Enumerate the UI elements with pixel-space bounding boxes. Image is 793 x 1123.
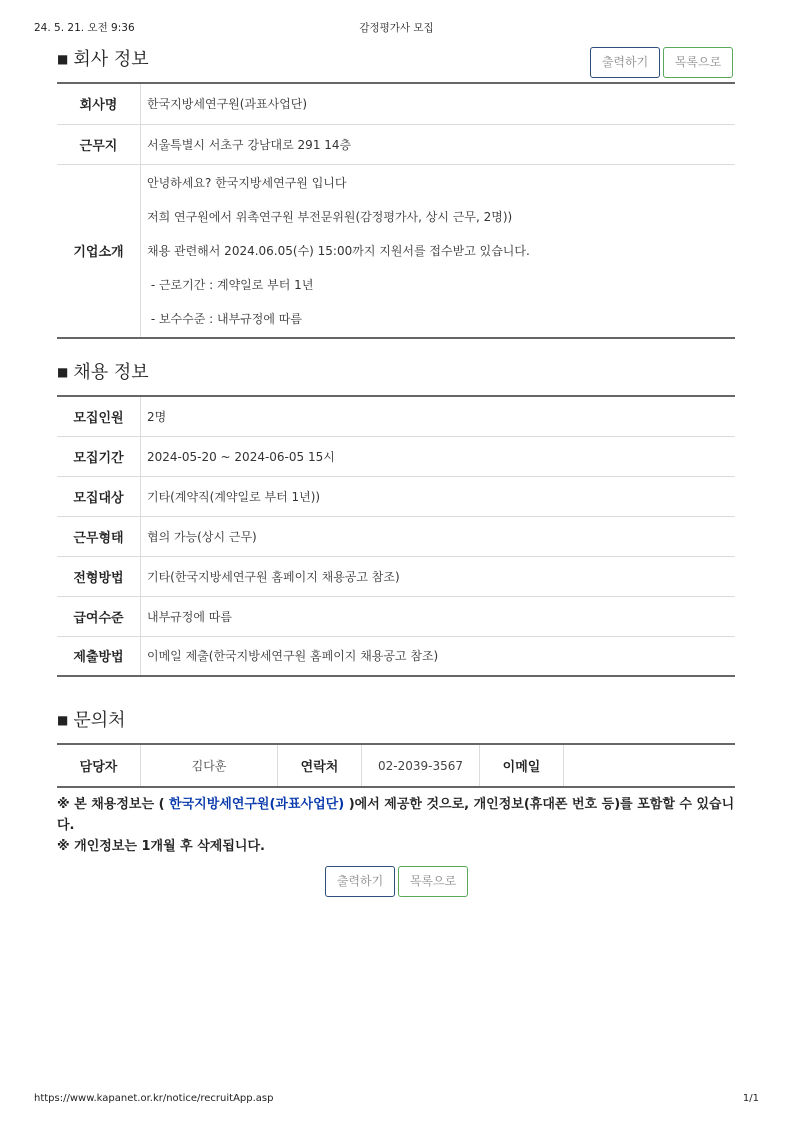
selection-method-value: 기타(한국지방세연구원 홈페이지 채용공고 참조) xyxy=(141,556,736,596)
company-info-table xyxy=(57,82,735,339)
list-button-top[interactable]: 목록으로 xyxy=(663,47,733,78)
company-name-value: 한국지방세연구원(과표사업단) xyxy=(141,83,736,124)
intro-row xyxy=(57,164,735,338)
notice-company-name: 한국지방세연구원(과표사업단) xyxy=(169,797,345,812)
table-row xyxy=(57,556,735,596)
recruit-period-value: 2024-05-20 ~ 2024-06-05 15시 xyxy=(141,436,736,476)
intro-label: 기업소개 xyxy=(57,164,141,338)
manager-value: 김다훈 xyxy=(141,744,278,787)
work-type-label: 근무형태 xyxy=(57,516,141,556)
print-button-bottom[interactable]: 출력하기 xyxy=(325,866,395,897)
selection-method-label: 전형방법 xyxy=(57,556,141,596)
section-title-recruit xyxy=(57,359,149,385)
location-value: 서울특별시 서초구 강남대로 291 14층 xyxy=(141,124,736,164)
square-bullet-icon: ■ xyxy=(57,713,69,727)
contact-row xyxy=(57,744,735,787)
section-title-contact-text: 문의처 xyxy=(73,710,126,731)
table-row xyxy=(57,596,735,636)
privacy-notice xyxy=(57,794,737,857)
square-bullet-icon: ■ xyxy=(57,365,69,379)
phone-value: 02-2039-3567 xyxy=(362,744,480,787)
email-value xyxy=(564,744,736,787)
work-type-value: 협의 가능(상시 근무) xyxy=(141,516,736,556)
recruit-count-value: 2명 xyxy=(141,396,736,436)
table-row xyxy=(57,636,735,676)
location-label: 근무지 xyxy=(57,124,141,164)
notice-line-2: ※ 개인정보는 1개월 후 삭제됩니다. xyxy=(57,839,265,854)
company-name-row xyxy=(57,83,735,124)
submission-method-value: 이메일 제출(한국지방세연구원 홈페이지 채용공고 참조) xyxy=(147,649,439,664)
location-row xyxy=(57,124,735,164)
contact-table xyxy=(57,743,735,788)
intro-line: 저희 연구원에서 위촉연구원 부전문위원(감정평가사, 상시 근무, 2명)) xyxy=(147,209,513,224)
submission-method-label: 제출방법 xyxy=(57,636,141,676)
company-name-label: 회사명 xyxy=(57,83,141,124)
recruit-target-value: 기타(계약직(계약일로 부터 1년)) xyxy=(141,476,736,516)
section-title-contact xyxy=(57,707,126,733)
phone-label: 연락처 xyxy=(278,744,362,787)
table-row xyxy=(57,476,735,516)
section-title-company xyxy=(57,46,149,72)
intro-line: - 보수수준 : 내부규정에 따름 xyxy=(147,311,302,326)
intro-line: - 근로기간 : 계약일로 부터 1년 xyxy=(147,277,314,292)
recruit-info-table xyxy=(57,395,735,677)
list-button-bottom[interactable]: 목록으로 xyxy=(398,866,468,897)
table-row xyxy=(57,396,735,436)
email-label: 이메일 xyxy=(480,744,564,787)
print-url: https://www.kapanet.or.kr/notice/recruitApp.asp xyxy=(34,1093,274,1104)
intro-line: 채용 관련해서 2024.06.05(수) 15:00까지 지원서를 접수받고 있습니다. xyxy=(147,243,530,258)
table-row xyxy=(57,516,735,556)
print-footer xyxy=(34,1093,759,1107)
recruit-count-label: 모집인원 xyxy=(57,396,141,436)
print-datetime: 24. 5. 21. 오전 9:36 xyxy=(34,22,135,34)
salary-label: 급여수준 xyxy=(57,596,141,636)
page-number: 1/1 xyxy=(742,1093,759,1104)
intro-value xyxy=(141,164,736,338)
notice-suffix: )에서 제공한 것으로, 개인정보(휴대폰 번호 등)를 포함할 수 있습니다. xyxy=(57,797,735,833)
print-header xyxy=(34,20,759,34)
intro-line: 안녕하세요? 한국지방세연구원 입니다 xyxy=(147,175,347,190)
salary-value: 내부규정에 따름 xyxy=(141,596,736,636)
print-document-title: 감정평가사 모집 xyxy=(359,22,434,34)
section-title-company-text: 회사 정보 xyxy=(73,49,149,70)
print-button-top[interactable]: 출력하기 xyxy=(590,47,660,78)
section-title-recruit-text: 채용 정보 xyxy=(73,362,149,383)
recruit-period-label: 모집기간 xyxy=(57,436,141,476)
square-bullet-icon: ■ xyxy=(57,52,69,66)
manager-label: 담당자 xyxy=(57,744,141,787)
recruit-target-label: 모집대상 xyxy=(57,476,141,516)
table-row xyxy=(57,436,735,476)
notice-prefix: ※ 본 채용정보는 ( xyxy=(57,797,170,812)
notice-line-1 xyxy=(57,794,737,836)
